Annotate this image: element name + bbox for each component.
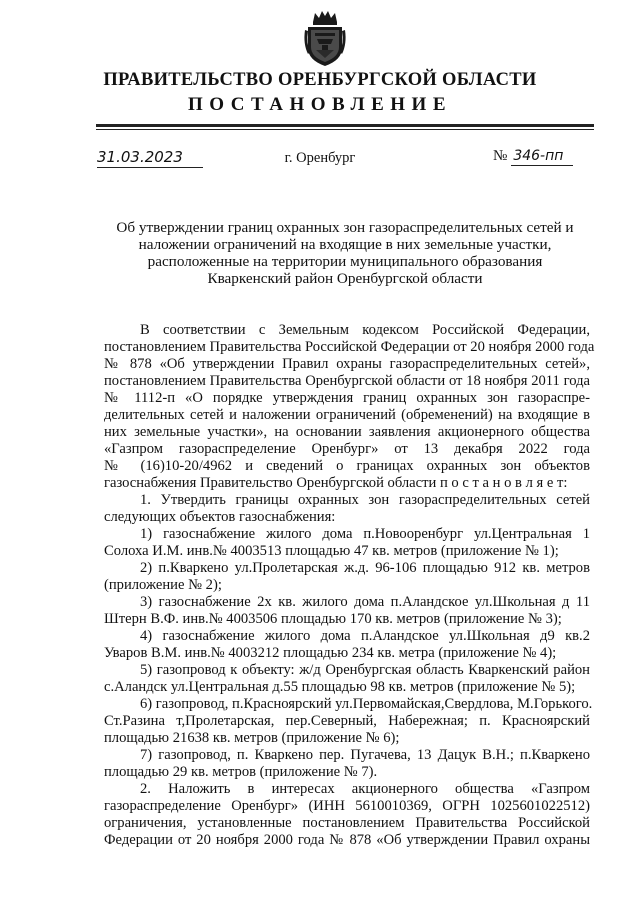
body-line: Солоха И.М. инв.№ 4003513 площадью 47 кв. метров (приложение № 1); xyxy=(104,543,559,559)
body-line: постановлением Правительства Российской Федерации от 20 ноября 2000 года xyxy=(104,339,595,355)
title-line: Об утверждении границ охранных зон газораспределительных сетей и xyxy=(116,219,574,236)
header-divider-thick xyxy=(96,124,594,127)
number-value: 346-пп xyxy=(511,148,573,166)
body-line: № (16)10-20/4962 и сведений о границах охранных зон объектов xyxy=(104,458,590,474)
body-line: В соответствии с Земельным кодексом Российской Федерации, xyxy=(140,322,590,338)
body-line: с.Аландск ул.Центральная д.55 площадью 98 кв. метров (приложение № 5); xyxy=(104,679,576,695)
document-body xyxy=(104,322,595,849)
body-line: площадью 21638 кв. метров (приложение № 6); xyxy=(104,730,400,746)
document-number xyxy=(493,148,573,165)
body-line: площадью 29 кв. метров (приложение № 7). xyxy=(104,764,378,780)
document-title xyxy=(100,219,590,287)
body-line: № 1112-п «О порядке утверждения границ охранных зон газораспре- xyxy=(104,390,590,406)
orenburg-coat-of-arms-icon xyxy=(303,10,347,68)
body-line: Штерн В.Ф. инв.№ 4003506 площадью 170 кв. метров (приложение № 3); xyxy=(104,611,562,627)
body-line: газораспределение Оренбург» (ИНН 5610010369, ОГРН 1025601022512) xyxy=(104,798,590,814)
body-line: 5) газопровод к объекту: ж/д Оренбургская область Кваркенский район xyxy=(140,662,590,678)
body-line: 2) п.Кваркено ул.Пролетарская ж.д. 96-106 площадью 912 кв. метров xyxy=(140,560,590,576)
body-line: Федерации от 20 ноября 2000 года № 878 «Об утверждении Правил охраны xyxy=(104,832,590,848)
body-line: них земельные участки», на основании заявления акционерного общества xyxy=(104,424,590,440)
body-line: следующих объектов газоснабжения: xyxy=(104,509,336,525)
body-line: ограничения, установленные постановлением Правительства Российской xyxy=(104,815,590,831)
body-line: «Газпром газораспределение Оренбург» от 13 декабря 2022 года xyxy=(104,441,590,457)
document-city: г. Оренбург xyxy=(284,150,356,166)
body-line: Уваров В.М. инв.№ 4003212 площадью 234 кв. метра (приложение № 4); xyxy=(104,645,557,661)
body-line: делительных сетей и наложении ограничений (обременений) на входящие в xyxy=(104,407,590,423)
title-line: Кваркенский район Оренбургской области xyxy=(207,270,483,287)
title-line: расположенные на территории муниципального образования xyxy=(147,253,543,270)
body-line: 7) газопровод, п. Кваркено пер. Пугачева, 13 Дацук В.Н.; п.Кваркено xyxy=(140,747,590,763)
body-line: № 878 «Об утверждении Правил охраны газораспределительных сетей», xyxy=(104,356,590,372)
body-line: 1. Утвердить границы охранных зон газораспределительных сетей xyxy=(140,492,590,508)
body-line: 6) газопровод, п.Красноярский ул.Первомайская,Свердлова, М.Горького. xyxy=(140,696,593,712)
document-type-title: ПОСТАНОВЛЕНИЕ xyxy=(187,94,453,115)
body-line: 4) газоснабжение жилого дома п.Аландское ул.Школьная д9 кв.2 xyxy=(140,628,590,644)
body-line: 1) газоснабжение жилого дома п.Новооренбург ул.Центральная 1 xyxy=(140,526,590,542)
organization-name: ПРАВИТЕЛЬСТВО ОРЕНБУРГСКОЙ ОБЛАСТИ xyxy=(103,70,537,90)
header-divider-thin xyxy=(96,129,594,130)
document-date: 31.03.2023 xyxy=(97,148,203,168)
body-line: 3) газоснабжение 2х кв. жилого дома п.Аландское ул.Школьная д 11 xyxy=(140,594,590,610)
number-prefix: № xyxy=(493,148,508,164)
body-line: постановлением Правительства Оренбургской области от 18 ноября 2011 года xyxy=(104,373,590,389)
body-line: Ст.Разина т,Пролетарская, пер.Северный, Набережная; п. Красноярский xyxy=(104,713,590,729)
body-line: газоснабжения Правительство Оренбургской области п о с т а н о в л я е т: xyxy=(104,475,568,491)
body-line: 2. Наложить в интересах акционерного общества «Газпром xyxy=(140,781,590,797)
body-line: (приложение № 2); xyxy=(104,577,222,593)
title-line: наложении ограничений на входящие в них земельные участки, xyxy=(138,236,552,253)
